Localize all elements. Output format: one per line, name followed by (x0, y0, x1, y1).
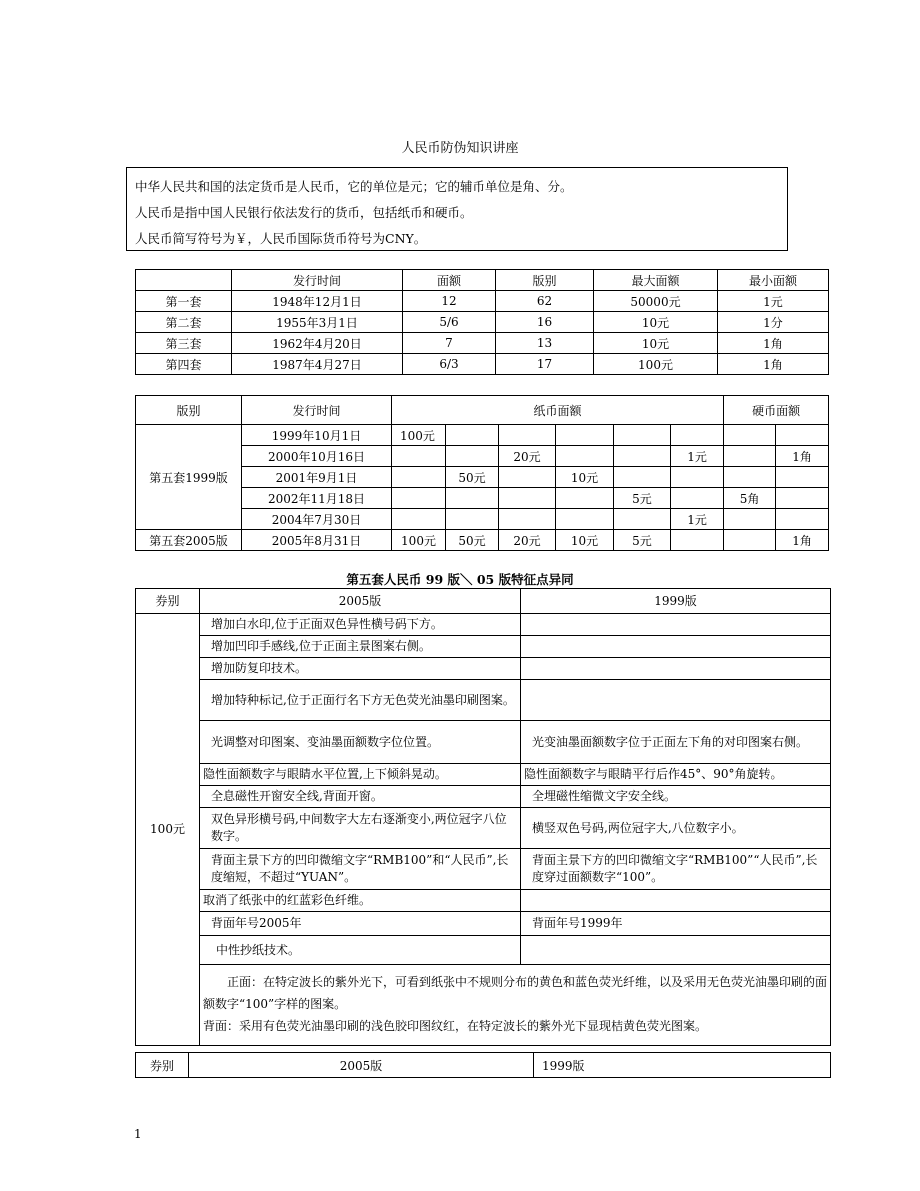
table-header: 1999版 (534, 1053, 831, 1078)
date-cell: 2002年11月18日 (242, 488, 392, 509)
table-cell: 1987年4月27日 (232, 354, 403, 375)
table-cell: 背面主景下方的凹印微缩文字“RMB100”和“人民币”,长度缩短，不超过“YUAN”。 (200, 849, 521, 890)
table-cell: 背面年号2005年 (200, 912, 521, 936)
table-cell (776, 425, 829, 446)
table-cell: 1元 (671, 446, 724, 467)
table-cell: 背面主景下方的凹印微缩文字“RMB100”“人民币”,长度穿过面额数字“100”。 (521, 849, 831, 890)
table-cell: 1角 (718, 354, 829, 375)
compare-table (135, 588, 831, 1046)
table-cell: 1元 (718, 291, 829, 312)
table-cell: 5角 (724, 488, 776, 509)
table-row (136, 808, 831, 849)
table-cell: 50元 (446, 467, 499, 488)
compare-title: 第五套人民币 99 版＼ 05 版特征点异同 (346, 572, 574, 587)
table-cell: 双色异形横号码,中间数字大左右逐渐变小,两位冠字八位数字。 (200, 808, 521, 849)
table-header-row (136, 396, 829, 425)
table-row (136, 636, 831, 658)
table-cell (521, 614, 831, 636)
table-cell: 6/3 (403, 354, 496, 375)
footer-table (135, 1052, 831, 1078)
table-cell (499, 509, 556, 530)
table-cell: 62 (496, 291, 594, 312)
table-row (136, 890, 831, 912)
table-header-row (136, 1053, 831, 1078)
fifth-series-table (135, 395, 829, 551)
table-cell (446, 425, 499, 446)
table-cell: 50元 (446, 530, 499, 551)
table-cell: 第二套 (136, 312, 232, 333)
table-header: 发行时间 (242, 396, 392, 425)
table-cell: 增加特种标记,位于正面行名下方无色荧光油墨印刷图案。 (200, 680, 521, 721)
date-cell: 2001年9月1日 (242, 467, 392, 488)
table-cell: 7 (403, 333, 496, 354)
table-header: 面额 (403, 270, 496, 291)
table-cell (614, 446, 671, 467)
table-cell: 第三套 (136, 333, 232, 354)
table-cell: 1分 (718, 312, 829, 333)
uv-back-text: 背面：采用有色荧光油墨印刷的浅色胶印图纹红，在特定波长的紫外光下显现桔黄色荧光图案。 (203, 1019, 708, 1033)
table-cell: 第一套 (136, 291, 232, 312)
table-header: 纸币面额 (392, 396, 724, 425)
table-row (136, 354, 829, 375)
table-row (136, 764, 831, 786)
table-header: 版别 (496, 270, 594, 291)
table-header: 硬币面额 (724, 396, 829, 425)
table-header: 最大面额 (594, 270, 718, 291)
table-row (136, 530, 829, 551)
table-cell (671, 488, 724, 509)
table-cell (392, 509, 446, 530)
table-cell (671, 530, 724, 551)
table-cell: 1962年4月20日 (232, 333, 403, 354)
table-cell: 光调整对印图案、变油墨面额数字位位置。 (200, 721, 521, 764)
table-cell: 20元 (499, 530, 556, 551)
table-cell (521, 890, 831, 912)
table-cell: 1元 (671, 509, 724, 530)
table-header: 2005版 (200, 589, 521, 614)
table-cell: 5元 (614, 530, 671, 551)
table-cell: 13 (496, 333, 594, 354)
table-cell: 17 (496, 354, 594, 375)
table-cell (392, 446, 446, 467)
table-row (136, 680, 831, 721)
table-cell (446, 446, 499, 467)
intro-line: 人民币简写符号为￥，人民币国际货币符号为CNY。 (135, 231, 427, 246)
table-cell: 1角 (776, 530, 829, 551)
table-row (136, 965, 831, 1046)
table-cell (724, 530, 776, 551)
table-row (136, 658, 831, 680)
intro-box (126, 167, 788, 251)
table-cell (521, 658, 831, 680)
table-cell: 1角 (776, 446, 829, 467)
uv-feature-cell (200, 965, 831, 1046)
table-cell (614, 467, 671, 488)
table-header: 1999版 (521, 589, 831, 614)
series-table (135, 269, 829, 375)
table-cell (446, 488, 499, 509)
table-cell: 全息磁性开窗安全线,背面开窗。 (200, 786, 521, 808)
table-cell: 100元 (392, 425, 446, 446)
table-cell: 16 (496, 312, 594, 333)
table-cell: 1948年12月1日 (232, 291, 403, 312)
table-cell: 100元 (392, 530, 446, 551)
table-cell (776, 509, 829, 530)
table-cell: 5/6 (403, 312, 496, 333)
table-cell: 增加防复印技术。 (200, 658, 521, 680)
table-cell: 10元 (556, 467, 614, 488)
table-row (136, 849, 831, 890)
table-header: 版别 (136, 396, 242, 425)
table-cell: 100元 (594, 354, 718, 375)
table-cell: 取消了纸张中的红蓝彩色纤维。 (200, 890, 521, 912)
table-cell (521, 936, 831, 965)
table-cell (614, 509, 671, 530)
table-row (136, 425, 829, 446)
table-row (136, 936, 831, 965)
denomination-cell: 100元 (136, 614, 200, 1046)
table-row (136, 333, 829, 354)
table-cell: 5元 (614, 488, 671, 509)
table-header-row (136, 270, 829, 291)
table-row (136, 312, 829, 333)
date-cell: 1999年10月1日 (242, 425, 392, 446)
page-title: 人民币防伪知识讲座 (401, 141, 519, 156)
table-cell (521, 636, 831, 658)
table-cell: 隐性面额数字与眼睛水平位置,上下倾斜晃动。 (200, 764, 521, 786)
uv-front-text: 正面：在特定波长的紫外光下，可看到纸张中不规则分布的黄色和蓝色荧光纤维，以及采用无色荧光油墨印刷的面额数字“100”字样的图案。 (203, 975, 828, 1011)
table-header: 券别 (136, 589, 200, 614)
table-cell: 1角 (718, 333, 829, 354)
table-cell (776, 488, 829, 509)
table-cell (499, 425, 556, 446)
table-header: 2005版 (189, 1053, 534, 1078)
table-cell: 背面年号1999年 (521, 912, 831, 936)
page-number: 1 (134, 1127, 142, 1141)
table-cell: 全埋磁性缩微文字安全线。 (521, 786, 831, 808)
table-cell (556, 509, 614, 530)
table-cell: 第四套 (136, 354, 232, 375)
intro-line: 中华人民共和国的法定货币是人民币，它的单位是元；它的辅币单位是角、分。 (135, 179, 573, 194)
group-label: 第五套1999版 (136, 425, 242, 530)
table-cell (614, 425, 671, 446)
table-cell (392, 467, 446, 488)
table-cell (556, 446, 614, 467)
table-header: 发行时间 (232, 270, 403, 291)
table-header: 券别 (136, 1053, 189, 1078)
table-cell (724, 425, 776, 446)
group-label: 第五套2005版 (136, 530, 242, 551)
table-cell (724, 509, 776, 530)
table-row (136, 721, 831, 764)
intro-line: 人民币是指中国人民银行依法发行的货币，包括纸币和硬币。 (135, 205, 473, 220)
table-cell (392, 488, 446, 509)
table-cell (556, 425, 614, 446)
table-cell (671, 467, 724, 488)
table-cell: 20元 (499, 446, 556, 467)
table-header-row (136, 589, 831, 614)
table-cell: 隐性面额数字与眼睛平行后作45°、90°角旋转。 (521, 764, 831, 786)
date-cell: 2005年8月31日 (242, 530, 392, 551)
table-row (136, 291, 829, 312)
table-cell (446, 509, 499, 530)
table-cell: 横竖双色号码,两位冠字大,八位数字小。 (521, 808, 831, 849)
table-row (136, 786, 831, 808)
table-row (136, 912, 831, 936)
table-cell (724, 446, 776, 467)
table-cell (671, 425, 724, 446)
table-cell (521, 680, 831, 721)
table-cell: 光变油墨面额数字位于正面左下角的对印图案右侧。 (521, 721, 831, 764)
table-cell (499, 488, 556, 509)
table-header (136, 270, 232, 291)
table-row (136, 614, 831, 636)
table-cell (724, 467, 776, 488)
table-cell: 10元 (594, 312, 718, 333)
table-cell: 10元 (556, 530, 614, 551)
date-cell: 2004年7月30日 (242, 509, 392, 530)
table-cell: 增加凹印手感线,位于正面主景图案右侧。 (200, 636, 521, 658)
table-cell (776, 467, 829, 488)
table-cell: 中性抄纸技术。 (200, 936, 521, 965)
table-cell (556, 488, 614, 509)
table-cell: 增加白水印,位于正面双色异性横号码下方。 (200, 614, 521, 636)
table-cell: 10元 (594, 333, 718, 354)
table-header: 最小面额 (718, 270, 829, 291)
table-cell: 50000元 (594, 291, 718, 312)
table-cell: 12 (403, 291, 496, 312)
table-cell (499, 467, 556, 488)
date-cell: 2000年10月16日 (242, 446, 392, 467)
table-cell: 1955年3月1日 (232, 312, 403, 333)
